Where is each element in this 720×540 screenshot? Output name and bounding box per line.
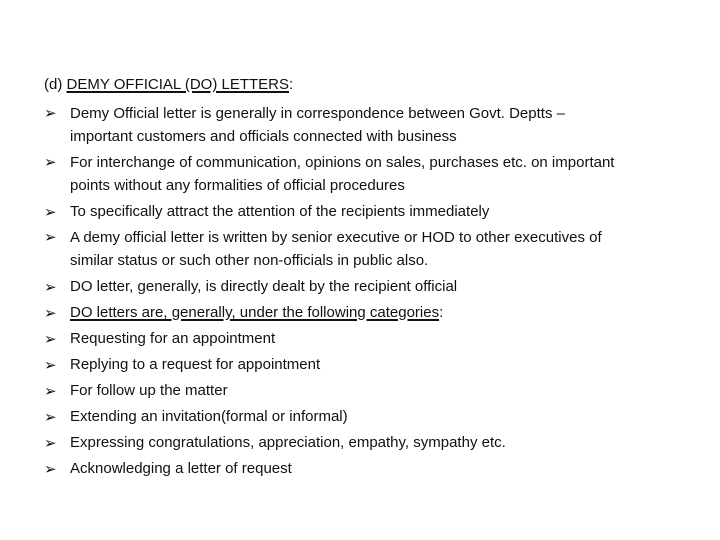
list-item	[44, 430, 684, 456]
list-item	[44, 274, 684, 300]
list-item	[44, 300, 684, 326]
bullet-text: Replying to a request for appointment	[70, 356, 321, 373]
arrow-bullet-icon: ➢	[44, 228, 57, 246]
bullet-text: Acknowledging a letter of request	[70, 460, 292, 477]
bullet-text: For follow up the matter	[70, 382, 228, 399]
list-item	[44, 326, 684, 352]
bullet-text: Requesting for an appointment	[70, 330, 276, 347]
list-item	[44, 352, 684, 378]
list-item	[44, 101, 684, 150]
bullet-text-line1: For interchange of communication, opinions on sales, purchases etc. on important	[70, 154, 615, 171]
arrow-bullet-icon: ➢	[44, 304, 57, 322]
arrow-bullet-icon: ➢	[44, 330, 57, 348]
bullet-list	[44, 101, 684, 482]
list-item	[44, 150, 684, 199]
arrow-bullet-icon: ➢	[44, 408, 57, 426]
bullet-text-underlined: DO letters are, generally, under the following categories	[70, 304, 440, 321]
bullet-text-suffix: :	[439, 304, 444, 321]
arrow-bullet-icon: ➢	[44, 356, 57, 374]
arrow-bullet-icon: ➢	[44, 104, 57, 122]
list-item	[44, 199, 684, 225]
bullet-text: Expressing congratulations, appreciation, empathy, sympathy etc.	[70, 434, 506, 451]
bullet-text-line2: similar status or such other non-officials in public also.	[70, 252, 429, 269]
list-item	[44, 225, 684, 274]
section-heading	[44, 76, 293, 94]
arrow-bullet-icon: ➢	[44, 153, 57, 171]
bullet-text: Extending an invitation(formal or informal)	[70, 408, 348, 425]
arrow-bullet-icon: ➢	[44, 278, 57, 296]
arrow-bullet-icon: ➢	[44, 460, 57, 478]
bullet-text: DO letter, generally, is directly dealt by the recipient official	[70, 278, 458, 295]
list-item	[44, 404, 684, 430]
arrow-bullet-icon: ➢	[44, 203, 57, 221]
bullet-text-line1: Demy Official letter is generally in correspondence between Govt. Deptts –	[70, 105, 565, 122]
heading-suffix: :	[289, 76, 294, 93]
heading-title: DEMY OFFICIAL (DO) LETTERS	[66, 76, 290, 93]
bullet-text: To specifically attract the attention of the recipients immediately	[70, 203, 490, 220]
arrow-bullet-icon: ➢	[44, 382, 57, 400]
arrow-bullet-icon: ➢	[44, 434, 57, 452]
list-item	[44, 378, 684, 404]
list-item	[44, 456, 684, 482]
bullet-text-line2: important customers and officials connected with business	[70, 128, 457, 145]
heading-prefix: (d)	[44, 76, 67, 93]
bullet-text-line2: points without any formalities of official procedures	[70, 177, 405, 194]
bullet-text-line1: A demy official letter is written by senior executive or HOD to other executives of	[70, 229, 602, 246]
